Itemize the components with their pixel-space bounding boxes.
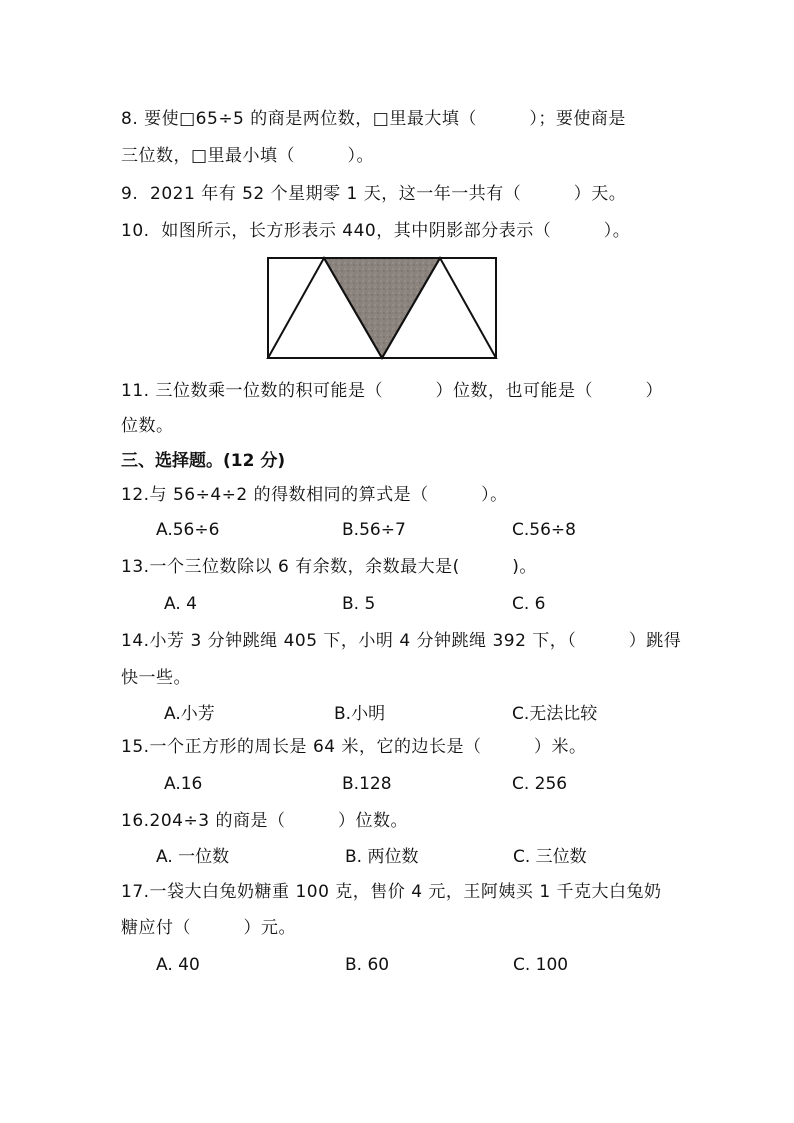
q15-option-b[interactable]: B.128	[342, 774, 392, 794]
q13-option-b[interactable]: B. 5	[342, 594, 376, 614]
q12-text: 12.与 56÷4÷2 的得数相同的算式是（ ）。	[121, 485, 508, 505]
q14-line2: 快一些。	[121, 668, 191, 688]
q14-option-b[interactable]: B.小明	[334, 704, 386, 724]
q11-line1: 11. 三位数乘一位数的积可能是（ ）位数，也可能是（ ）	[121, 381, 663, 401]
q12-option-c[interactable]: C.56÷8	[512, 520, 576, 540]
q15-option-a[interactable]: A.16	[164, 774, 203, 794]
rectangle-triangles-figure	[266, 256, 498, 362]
q14-line1: 14.小芳 3 分钟跳绳 405 下，小明 4 分钟跳绳 392 下，（ ）跳得	[121, 631, 682, 651]
q17-option-b[interactable]: B. 60	[345, 955, 390, 975]
q13-text: 13.一个三位数除以 6 有余数，余数最大是( )。	[121, 557, 537, 577]
q17-option-a[interactable]: A. 40	[156, 955, 200, 975]
q8-line2: 三位数，□里最小填（ ）。	[121, 146, 375, 166]
q16-option-b[interactable]: B. 两位数	[345, 847, 419, 867]
q17-option-c[interactable]: C. 100	[513, 955, 569, 975]
q14-option-c[interactable]: C.无法比较	[512, 704, 598, 724]
section3-title: 三、选择题。(12 分)	[121, 451, 286, 471]
q16-option-a[interactable]: A. 一位数	[156, 847, 230, 867]
q16-text: 16.204÷3 的商是（ ）位数。	[121, 811, 408, 831]
q10-line1: 10. 如图所示，长方形表示 440，其中阴影部分表示（ ）。	[121, 221, 631, 241]
q17-line1: 17.一袋大白兔奶糖重 100 克，售价 4 元，王阿姨买 1 千克大白兔奶	[121, 882, 662, 902]
q15-option-c[interactable]: C. 256	[512, 774, 568, 794]
q13-option-c[interactable]: C. 6	[512, 594, 546, 614]
q15-text: 15.一个正方形的周长是 64 米，它的边长是（ ）米。	[121, 737, 587, 757]
q12-option-b[interactable]: B.56÷7	[342, 520, 406, 540]
q17-line2: 糖应付（ ）元。	[121, 918, 296, 938]
q9-line1: 9. 2021 年有 52 个星期零 1 天，这一年一共有（ ）天。	[121, 184, 627, 204]
q8-line1: 8. 要使□65÷5 的商是两位数，□里最大填（ ）；要使商是	[121, 109, 626, 129]
q16-option-c[interactable]: C. 三位数	[513, 847, 587, 867]
q14-option-a[interactable]: A.小芳	[164, 704, 215, 724]
q11-line2: 位数。	[121, 416, 174, 436]
q12-option-a[interactable]: A.56÷6	[156, 520, 220, 540]
q13-option-a[interactable]: A. 4	[164, 594, 197, 614]
